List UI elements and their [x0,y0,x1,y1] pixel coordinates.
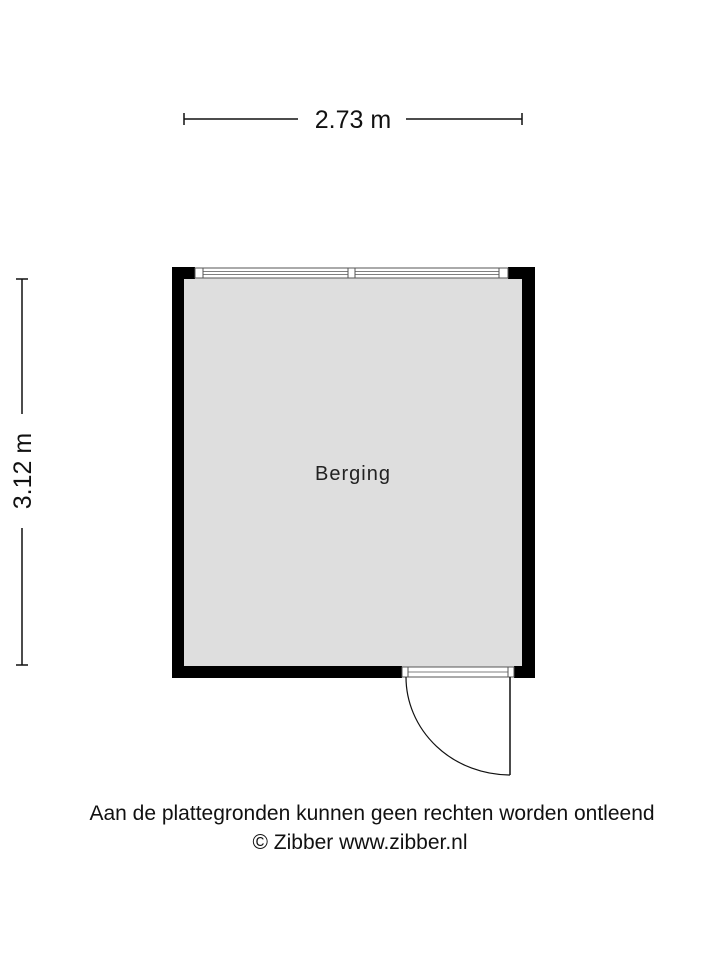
wall-top-right-segment [508,267,535,279]
room-label: Berging [315,463,391,485]
wall-right [522,267,535,678]
window-jamb-right [499,268,508,278]
window-jamb-left [195,268,203,278]
height-dimension-label: 3.12 m [9,432,37,510]
wall-bottom-left-segment [172,666,402,678]
wall-left [172,267,184,678]
door-swing-arc [406,677,510,775]
door [402,667,514,775]
wall-top-left-segment [172,267,195,279]
window-mullion [348,268,355,278]
height-dimension [9,279,37,665]
door-jamb-left [402,667,408,677]
wall-bottom-right-segment [514,666,535,678]
width-dimension-label: 2.73 m [314,106,392,134]
door-jamb-right [508,667,514,677]
width-dimension [184,106,522,134]
copyright-text: © Zibber www.zibber.nl [252,831,468,854]
disclaimer-text: Aan de plattegronden kunnen geen rechten worden ontleend [89,802,655,825]
window [195,268,508,278]
